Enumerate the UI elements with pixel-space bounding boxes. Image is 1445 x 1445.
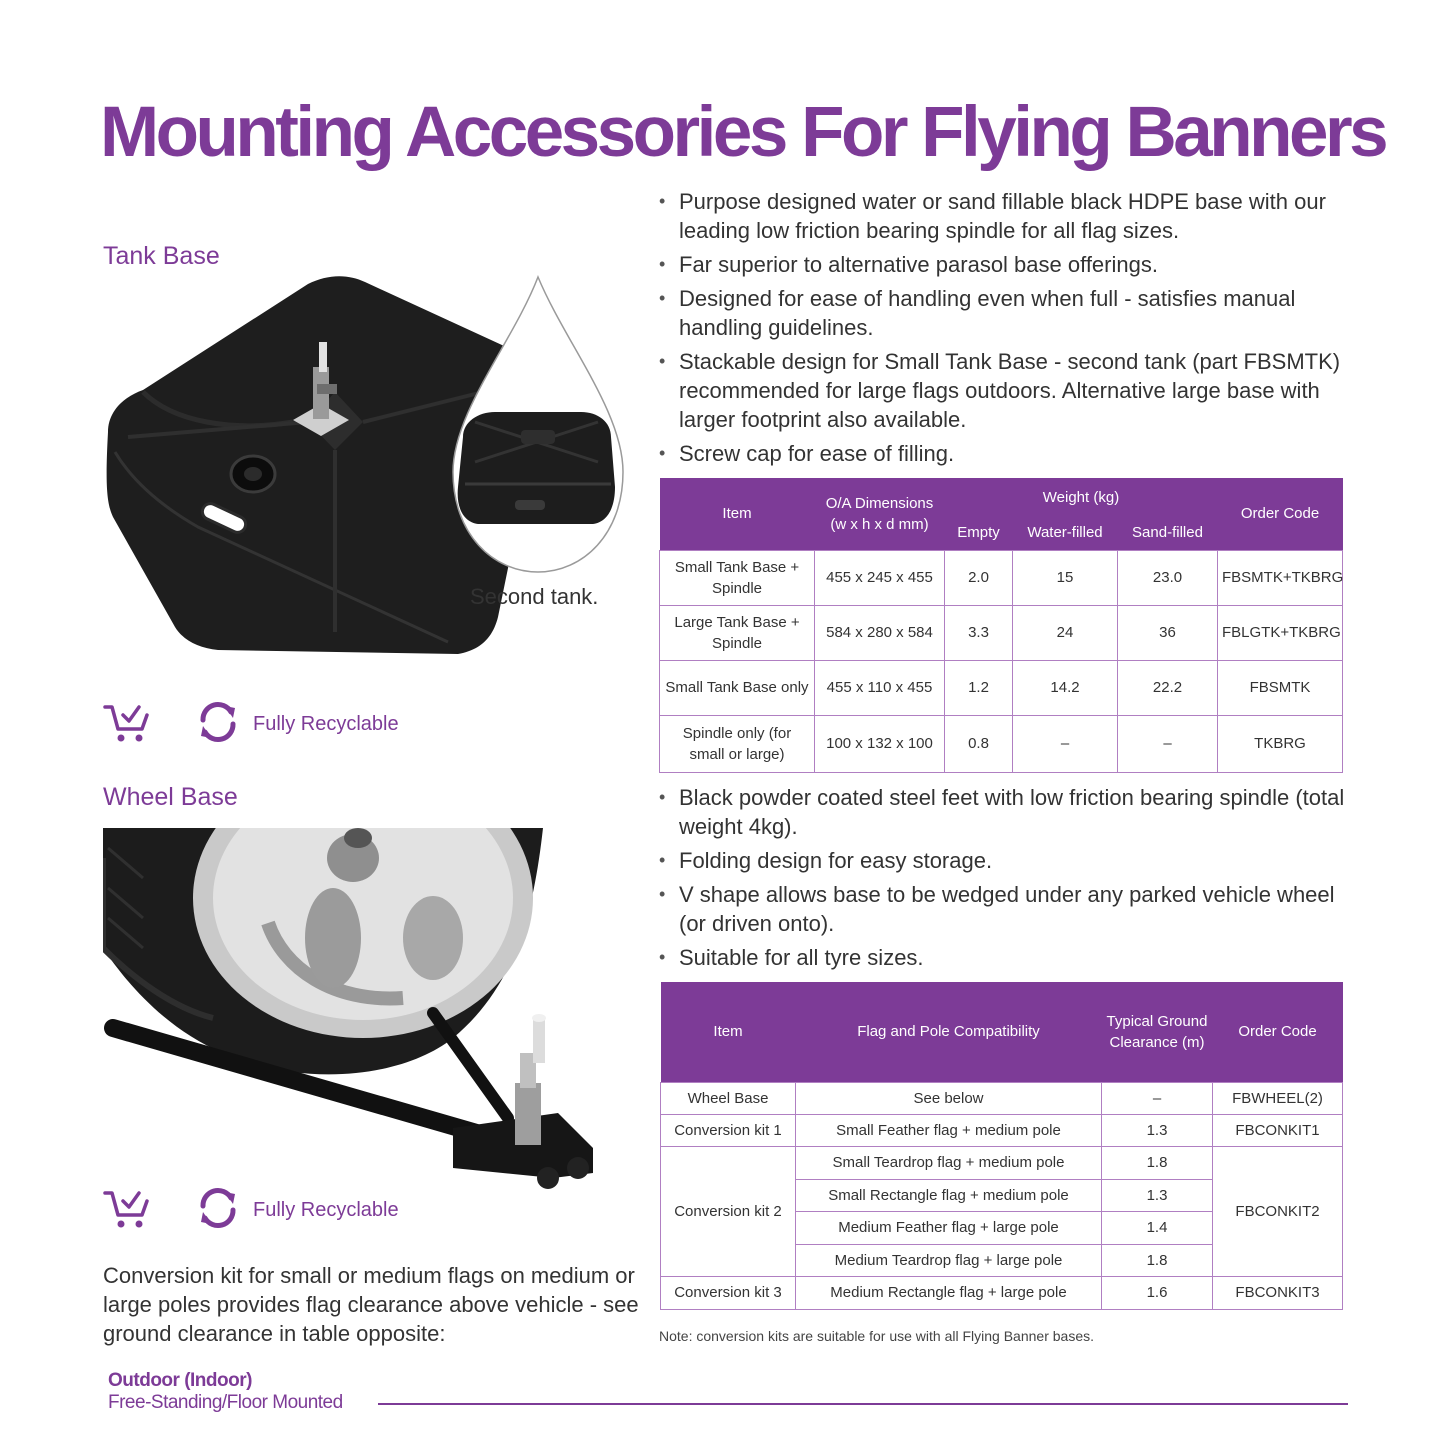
cell-clearance: 1.6 (1102, 1276, 1213, 1309)
col-header-clearance: Typical Ground Clearance (m) (1102, 982, 1213, 1082)
table-row (660, 605, 1343, 660)
cell-order-code: FBSMTK (1218, 660, 1343, 715)
col-header-order-code: Order Code (1218, 478, 1343, 550)
conversion-kit-note: Note: conversion kits are suitable for use with all Flying Banner bases. (659, 1328, 1094, 1344)
cell-sand: 22.2 (1118, 660, 1218, 715)
col-header-empty: Empty (945, 516, 1013, 550)
cell-clearance: – (1102, 1082, 1213, 1114)
cell-sand: 36 (1118, 605, 1218, 660)
cell-water: 15 (1013, 550, 1118, 605)
wheel-feature-list (659, 783, 1349, 977)
wheel-base-heading: Wheel Base (103, 783, 238, 811)
cell-compatibility: Medium Teardrop flag + large pole (796, 1244, 1102, 1276)
footer-category: Outdoor (Indoor) (108, 1370, 252, 1391)
list-item: • Screw cap for ease of filling. (659, 439, 1349, 468)
wheel-spec-table (660, 982, 1343, 1310)
footer-subcategory: Free-Standing/Floor Mounted (108, 1392, 343, 1413)
footer-divider (378, 1403, 1348, 1405)
cell-order-code: FBSMTK+TKBRG (1218, 550, 1343, 605)
cell-order-code: FBLGTK+TKBRG (1218, 605, 1343, 660)
cell-dimensions: 584 x 280 x 584 (815, 605, 945, 660)
table-row (661, 1114, 1343, 1146)
cell-dimensions: 455 x 245 x 455 (815, 550, 945, 605)
list-item: • Purpose designed water or sand fillable black HDPE base with our leading low friction bearing spindle for all flag sizes. (659, 187, 1349, 245)
table-row (661, 1082, 1343, 1114)
col-header-order-code: Order Code (1213, 982, 1343, 1082)
cell-order-code: TKBRG (1218, 715, 1343, 772)
table-header-row (661, 982, 1343, 1082)
cell-compatibility: Small Teardrop flag + medium pole (796, 1146, 1102, 1179)
cell-compatibility: Medium Feather flag + large pole (796, 1211, 1102, 1244)
cart-check-icon (103, 1187, 151, 1234)
cell-compatibility: Medium Rectangle flag + large pole (796, 1276, 1102, 1309)
cart-check-icon (103, 701, 151, 748)
table-row (660, 660, 1343, 715)
cell-item: Spindle only (for small or large) (660, 715, 815, 772)
table-row (661, 1276, 1343, 1309)
list-item: • Folding design for easy storage. (659, 846, 1349, 875)
cell-item: Conversion kit 1 (661, 1114, 796, 1146)
list-item: • Suitable for all tyre sizes. (659, 943, 1349, 972)
cell-item: Wheel Base (661, 1082, 796, 1114)
wheel-recycle-row (103, 1186, 399, 1235)
recyclable-label: Fully Recyclable (253, 1199, 399, 1221)
tank-base-image (103, 272, 643, 672)
tank-feature-list (659, 187, 1349, 473)
cell-clearance: 1.4 (1102, 1211, 1213, 1244)
cell-clearance: 1.8 (1102, 1146, 1213, 1179)
cell-order-code: FBCONKIT1 (1213, 1114, 1343, 1146)
cell-order-code: FBCONKIT3 (1213, 1276, 1343, 1309)
col-header-dimensions: O/A Dimensions (w x h x d mm) (815, 478, 945, 550)
table-row (661, 1146, 1343, 1179)
cell-item: Conversion kit 3 (661, 1276, 796, 1309)
list-item: • Black powder coated steel feet with low friction bearing spindle (total weight 4kg). (659, 783, 1349, 841)
cell-order-code: FBCONKIT2 (1213, 1146, 1343, 1276)
tank-recycle-row (103, 700, 399, 749)
cell-compatibility: See below (796, 1082, 1102, 1114)
cell-clearance: 1.3 (1102, 1114, 1213, 1146)
page-title: Mounting Accessories For Flying Banners (100, 93, 1386, 172)
cell-sand: 23.0 (1118, 550, 1218, 605)
col-header-item: Item (661, 982, 796, 1082)
cell-order-code: FBWHEEL(2) (1213, 1082, 1343, 1114)
cell-item: Small Tank Base + Spindle (660, 550, 815, 605)
col-header-weight: Weight (kg) (945, 478, 1218, 516)
cell-item: Conversion kit 2 (661, 1146, 796, 1276)
cell-dimensions: 455 x 110 x 455 (815, 660, 945, 715)
col-header-sand: Sand-filled (1118, 516, 1218, 550)
cell-clearance: 1.3 (1102, 1179, 1213, 1211)
list-item: • Stackable design for Small Tank Base - second tank (part FBSMTK) recommended for large flags outdoors. Alternative large base with larger footprint also available. (659, 347, 1349, 434)
cell-compatibility: Small Feather flag + medium pole (796, 1114, 1102, 1146)
conversion-kit-text: Conversion kit for small or medium flags on medium or large poles provides flag clearance above vehicle - see ground clearance in table opposite: (103, 1263, 639, 1346)
second-tank-caption: Second tank. (470, 584, 599, 609)
table-header-row (660, 478, 1343, 516)
tank-spec-table (659, 478, 1343, 773)
cell-empty: 0.8 (945, 715, 1013, 772)
col-header-item: Item (660, 478, 815, 550)
tank-base-heading: Tank Base (103, 242, 220, 270)
cell-dimensions: 100 x 132 x 100 (815, 715, 945, 772)
cell-water: – (1013, 715, 1118, 772)
cell-empty: 3.3 (945, 605, 1013, 660)
cell-clearance: 1.8 (1102, 1244, 1213, 1276)
cell-water: 24 (1013, 605, 1118, 660)
cell-item: Small Tank Base only (660, 660, 815, 715)
cell-empty: 2.0 (945, 550, 1013, 605)
wheel-base-image (103, 828, 603, 1213)
table-row (660, 715, 1343, 772)
list-item: • V shape allows base to be wedged under any parked vehicle wheel (or driven onto). (659, 880, 1349, 938)
recyclable-label: Fully Recyclable (253, 713, 399, 735)
cell-empty: 1.2 (945, 660, 1013, 715)
col-header-water: Water-filled (1013, 516, 1118, 550)
list-item: • Far superior to alternative parasol base offerings. (659, 250, 1349, 279)
cell-compatibility: Small Rectangle flag + medium pole (796, 1179, 1102, 1211)
recycle-icon (195, 700, 241, 749)
cell-item: Large Tank Base + Spindle (660, 605, 815, 660)
table-row (660, 550, 1343, 605)
cell-water: 14.2 (1013, 660, 1118, 715)
list-item: • Designed for ease of handling even when full - satisfies manual handling guidelines. (659, 284, 1349, 342)
col-header-compatibility: Flag and Pole Compatibility (796, 982, 1102, 1082)
cell-sand: – (1118, 715, 1218, 772)
recycle-icon (195, 1186, 241, 1235)
